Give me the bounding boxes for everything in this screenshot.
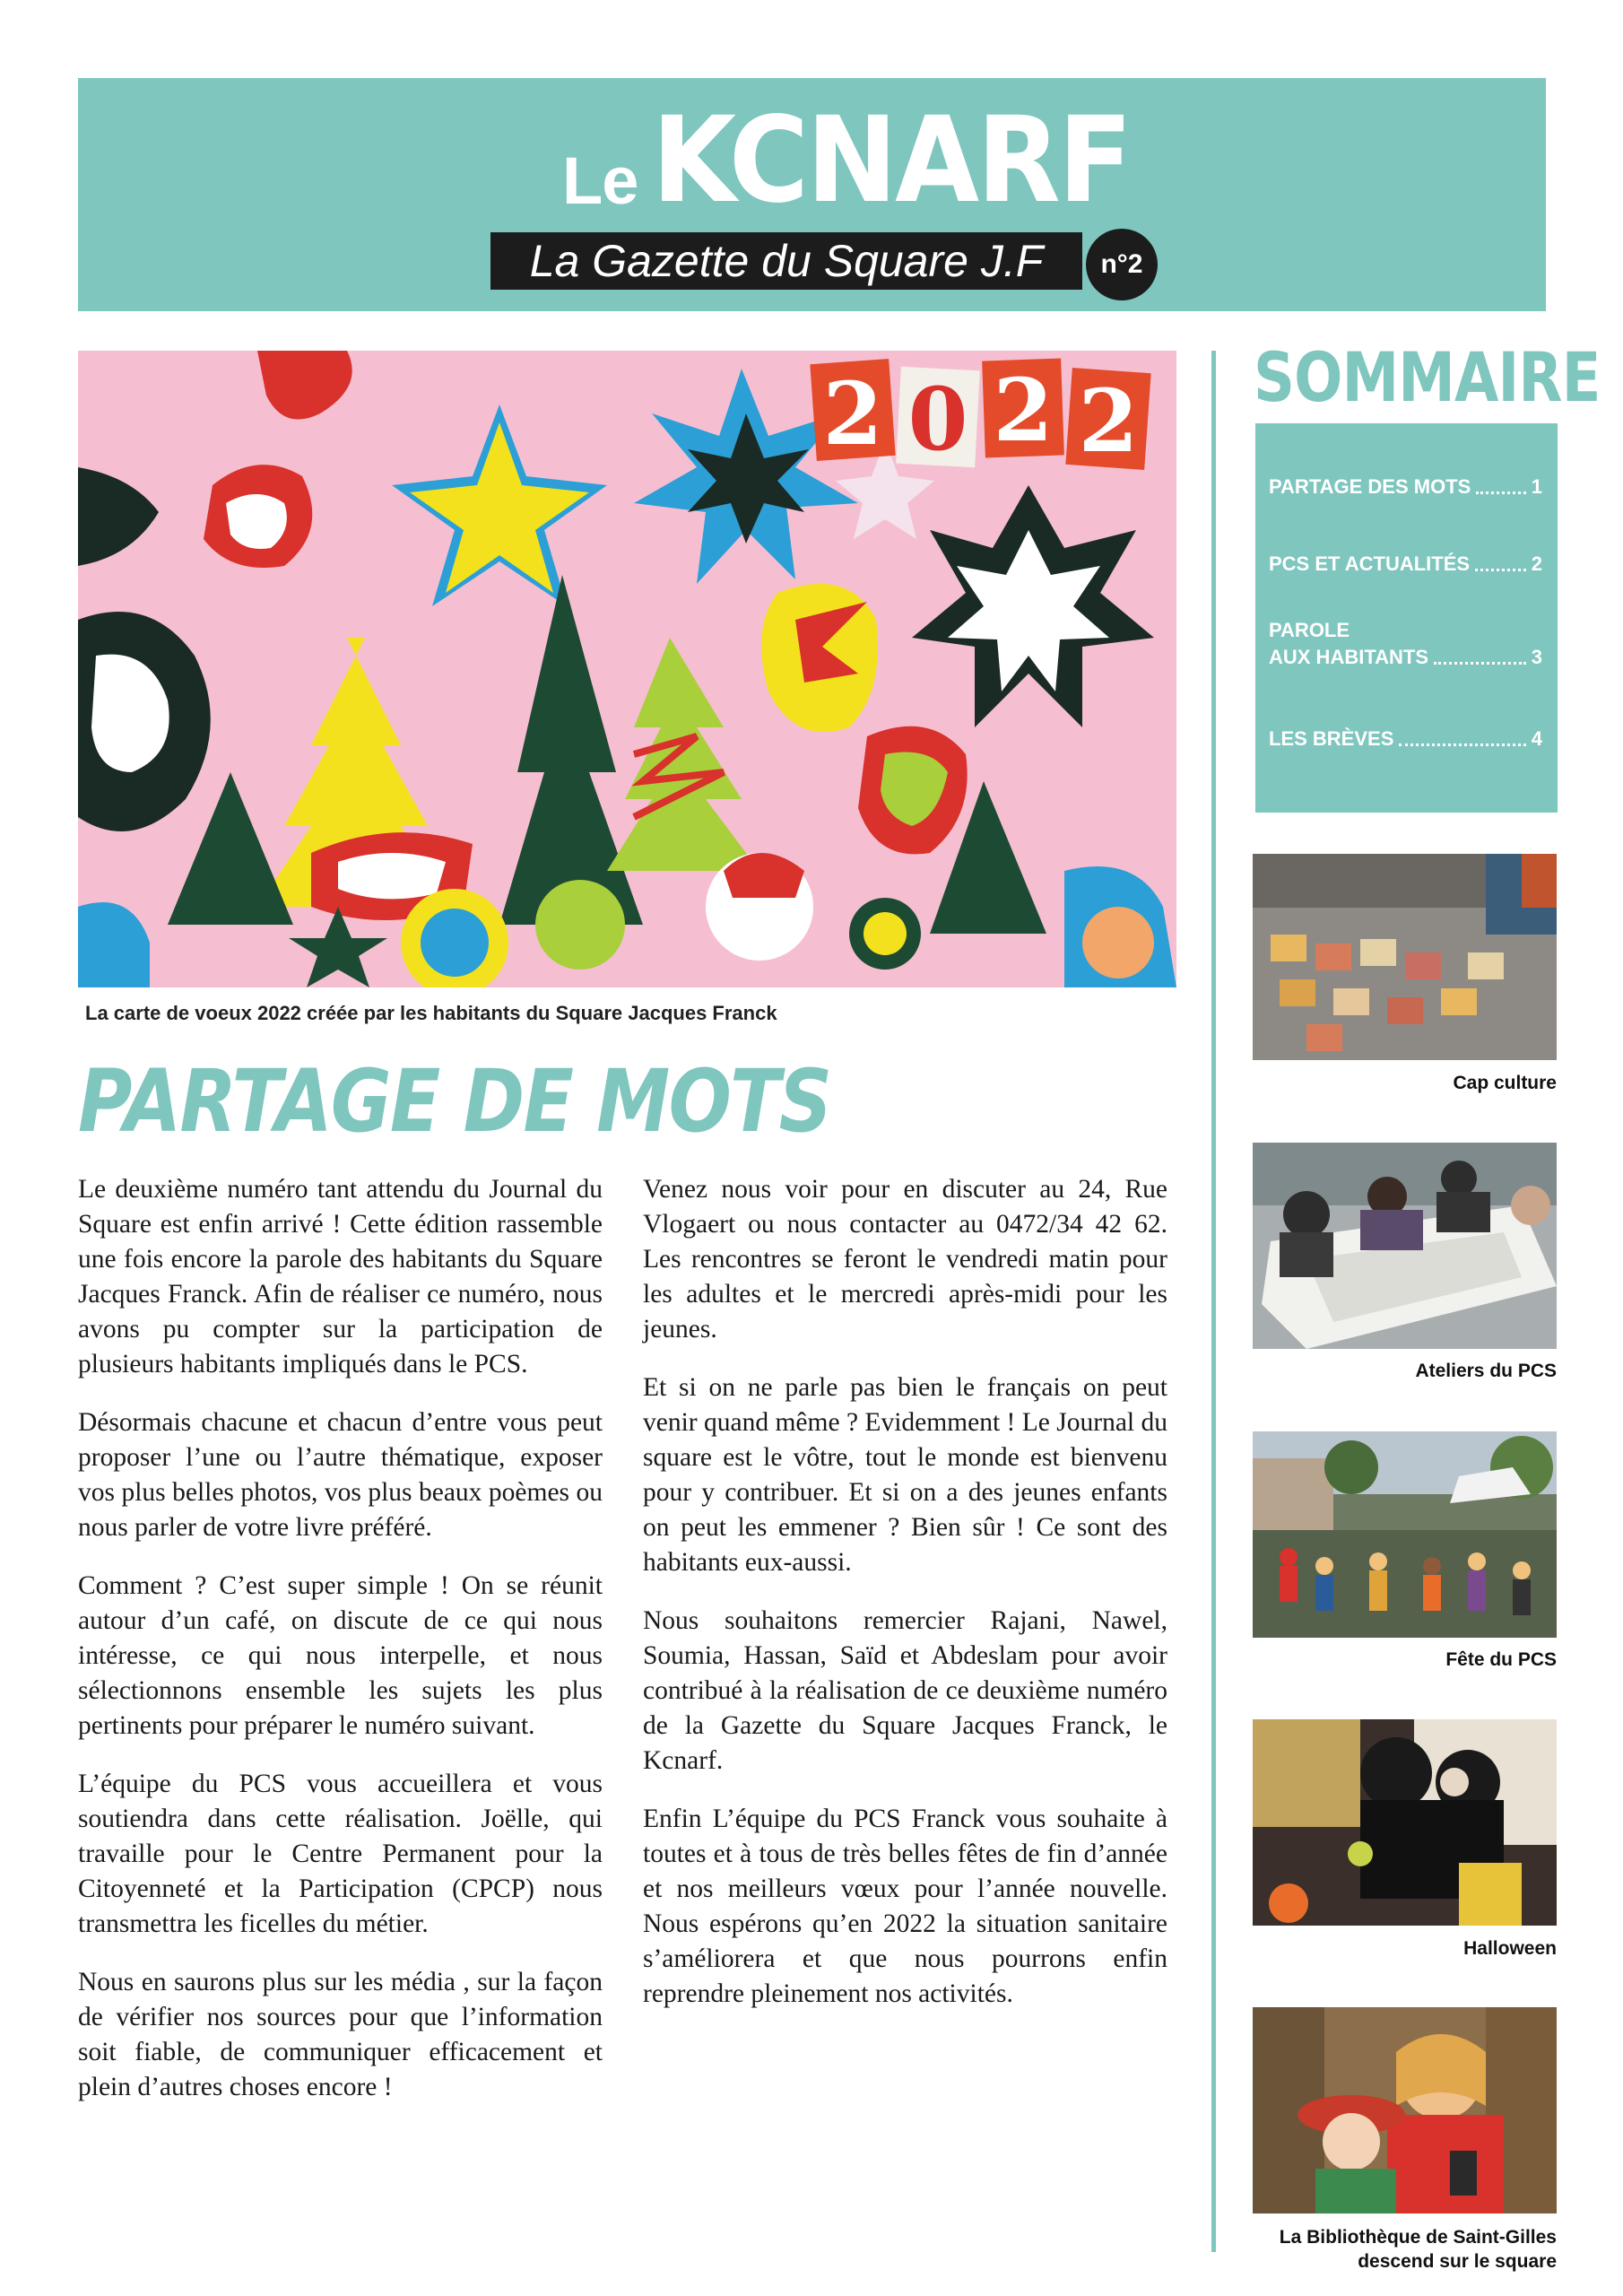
- toc-label: PCS ET ACTUALITÉS: [1269, 552, 1471, 575]
- toc-label-line2: AUX HABITANTS: [1269, 646, 1429, 668]
- photo-caption: Fête du PCS: [1445, 1649, 1557, 1670]
- cover-image: [78, 351, 1176, 987]
- photo-halloween: [1253, 1719, 1557, 1926]
- toc-item-parole[interactable]: [1269, 617, 1542, 671]
- article-paragraph: Et si on ne parle pas bien le français on peut venir quand même ? Evidemment ! Le Journal du square est le vôtre, tout le monde est bienvenu pour y contribuer. Et si on a des jeunes enfants on peut les emmener ? Bien sûr ! Ce sont des habitants eux-aussi.: [643, 1373, 1167, 1577]
- photo-bibliotheque-image: [1253, 2007, 1557, 2213]
- photo-fete: [1253, 1431, 1557, 1638]
- photo-caption-line1: La Bibliothèque de Saint-Gilles: [1279, 2227, 1557, 2248]
- masthead: [78, 78, 1546, 311]
- photo-bibliotheque: [1253, 2007, 1557, 2213]
- toc-label-line1: PAROLE: [1269, 619, 1350, 641]
- toc-item-partage[interactable]: [1269, 474, 1542, 500]
- photo-fete-image: [1253, 1431, 1557, 1638]
- article-paragraph: Enfin L’équipe du PCS Franck vous souhaite à toutes et à tous de très belles fêtes de fin d’année et nos meilleurs vœux pour l’année nouvelle. Nous espérons qu’en 2022 la situation sanitaire s’améliorera et que nous pourrons enfin reprendre pleinement nos activités.: [643, 1805, 1167, 2008]
- svg-text:2: 2: [1078, 370, 1139, 472]
- photo-caption: Halloween: [1463, 1938, 1557, 1959]
- photo-cap-culture: [1253, 854, 1557, 1060]
- article-column-1: [78, 1172, 603, 2128]
- photo-caption: Ateliers du PCS: [1415, 1361, 1557, 1381]
- photo-ateliers-image: [1253, 1143, 1557, 1349]
- toc-item-pcs[interactable]: [1269, 551, 1542, 578]
- toc-label: PARTAGE DES MOTS: [1269, 475, 1471, 498]
- masthead-le: Le: [562, 144, 638, 218]
- article-paragraph: Venez nous voir pour en discuter au 24, Rue Vlogaert ou nous contacter au 0472/34 42 62. Les rencontres se feront le vendredi matin pour les adultes et le mercredi après-midi pour les jeunes.: [643, 1175, 1167, 1344]
- article-paragraph: Désormais chacune et chacun d’entre vous peut proposer l’une ou l’autre thématique, exposer vos plus belles photos, vos plus beaux poèmes ou nous parler de votre livre préféré.: [78, 1408, 603, 1542]
- svg-text:0: 0: [907, 369, 968, 470]
- toc-leader: [1434, 662, 1526, 665]
- photo-caption-line2: descend sur le square: [1358, 2251, 1557, 2272]
- toc-page: 1: [1531, 475, 1542, 498]
- svg-text:2: 2: [822, 363, 883, 465]
- article-paragraph: L’équipe du PCS vous accueillera et vous soutiendra dans cette réalisation. Joëlle, qui travaille pour le Centre Permanent pour la Citoyenneté et la Participation (CPCP) nous transmettra les ficelles du métier.: [78, 1770, 603, 1938]
- photo-cap-culture-image: [1253, 854, 1557, 1060]
- article-column-2: [643, 1172, 1167, 2035]
- masthead-subtitle: La Gazette du Square J.F: [490, 232, 1082, 290]
- sidebar-divider: [1211, 351, 1216, 2252]
- article-paragraph: Comment ? C’est super simple ! On se réunit autour d’un café, on discute de ce qui nous intéresse, ce qui nous interpelle, et nous sélectionnons ensemble les sujets les plus pertinents pour préparer le numéro suivant.: [78, 1571, 603, 1740]
- toc-page: 4: [1531, 727, 1542, 750]
- toc-page: 3: [1531, 646, 1542, 668]
- toc-leader: [1475, 569, 1526, 571]
- toc-label: LES BRÈVES: [1269, 727, 1394, 750]
- toc-item-breves[interactable]: [1269, 726, 1542, 752]
- photo-ateliers: [1253, 1143, 1557, 1349]
- article-paragraph: Nous en saurons plus sur les média , sur la façon de vérifier nos sources pour que l’information soit fiable, de communiquer efficacement et plein d’autres choses encore !: [78, 1968, 603, 2101]
- masthead-title: KCNARF: [652, 91, 1131, 230]
- cover-caption: La carte de voeux 2022 créée par les habitants du Square Jacques Franck: [85, 1002, 777, 1024]
- cover-art-illustration: [78, 351, 1176, 987]
- svg-text:2: 2: [993, 360, 1054, 461]
- article-paragraph: Nous souhaitons remercier Rajani, Nawel, Soumia, Hassan, Saïd et Abdeslam pour avoir contribué à la réalisation de ce deuxième numéro de la Gazette du Square Jacques Franck, le Kcnarf.: [643, 1606, 1167, 1775]
- toc-leader: [1476, 491, 1525, 494]
- toc-leader: [1399, 744, 1525, 746]
- toc-page: 2: [1531, 552, 1542, 575]
- photo-halloween-image: [1253, 1719, 1557, 1926]
- article-paragraph: Le deuxième numéro tant attendu du Journal du Square est enfin arrivé ! Cette édition rassemble une fois encore la parole des habitants du Square Jacques Franck. Afin de réaliser ce numéro, nous avons pu compter sur la participation de plusieurs habitants impliqués dans le PCS.: [78, 1175, 603, 1378]
- sommaire-title: SOMMAIRE: [1254, 337, 1601, 417]
- article-title: PARTAGE DE MOTS: [78, 1051, 831, 1152]
- photo-caption-multiline: [1280, 2225, 1557, 2274]
- issue-badge: n°2: [1086, 229, 1158, 300]
- sommaire-box: [1255, 423, 1558, 813]
- photo-caption: Cap culture: [1453, 1073, 1557, 1093]
